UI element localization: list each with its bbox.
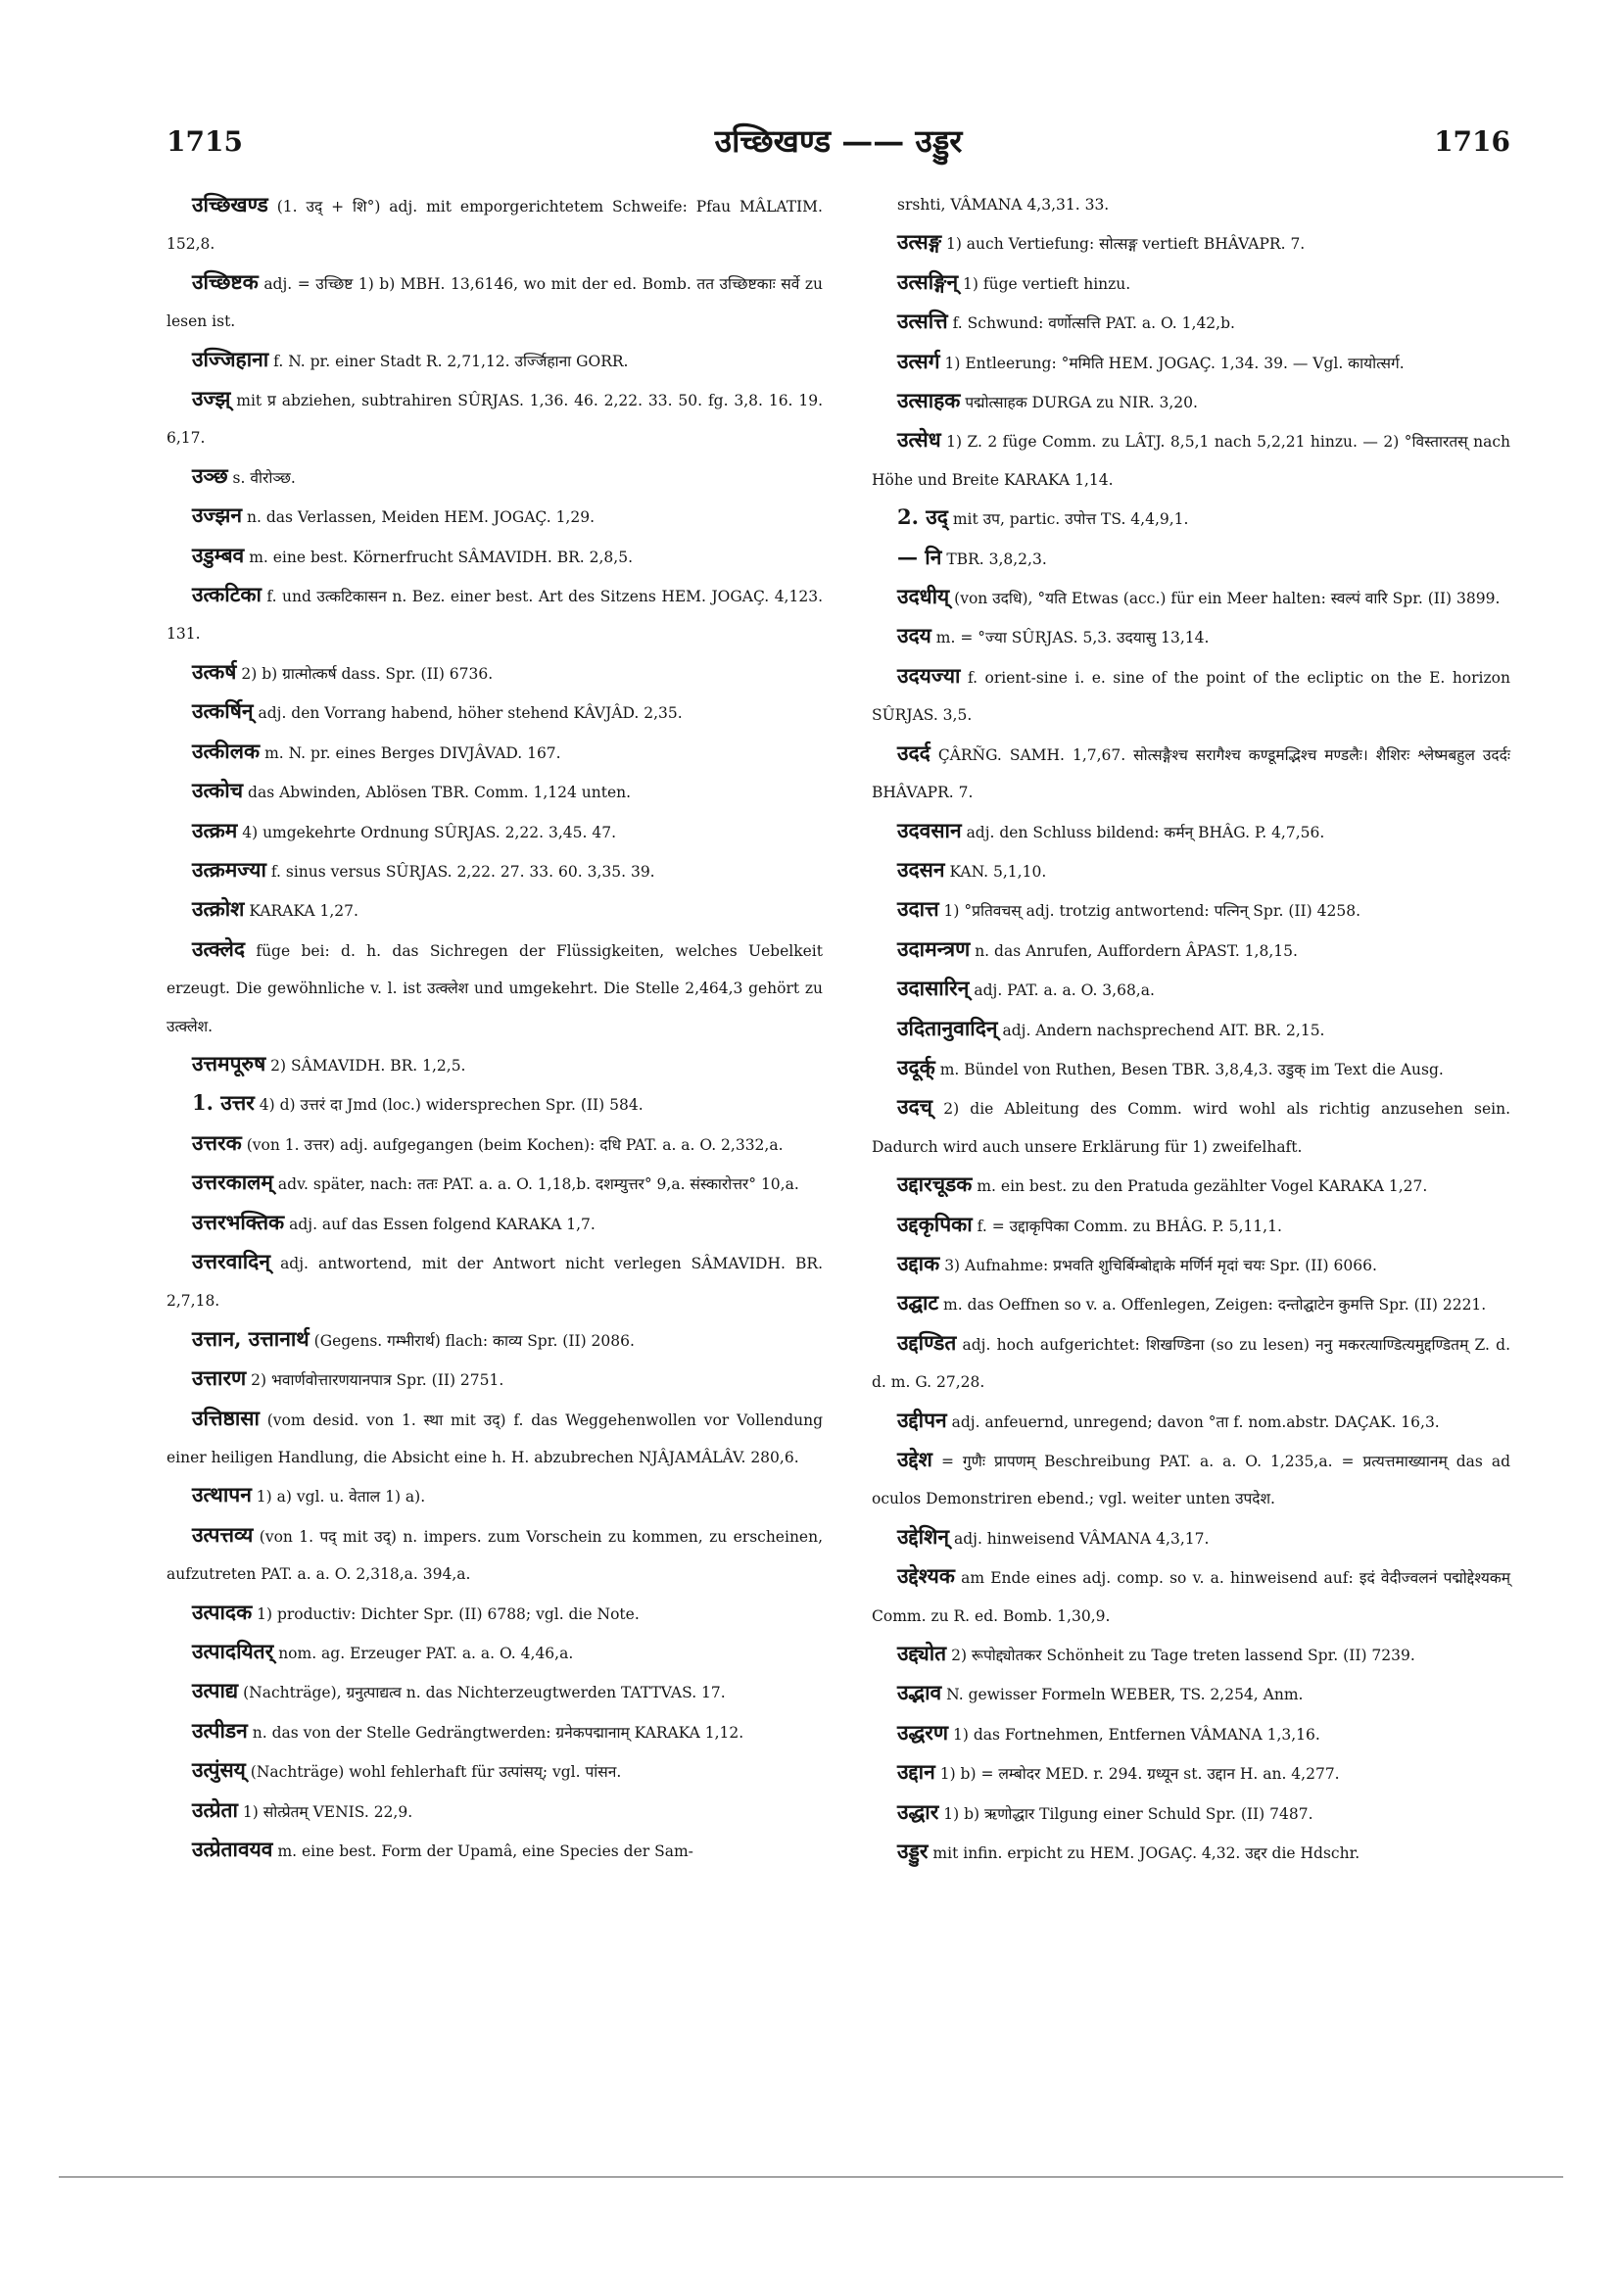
dictionary-entry bbox=[167, 497, 823, 536]
entry-text: m. N. pr. eines Berges DIVJÂVAD. 167. bbox=[264, 743, 561, 762]
entry-text: (von उदधि), °यति Etwas (acc.) für ein Meer halten: स्वल्पं वारि Spr. (II) 3899. bbox=[954, 590, 1501, 608]
entry-text: 1) b) ऋणोद्धार Tilgung einer Schuld Spr. (II) 7487. bbox=[943, 1804, 1313, 1823]
entry-headword: उत्कर्ष bbox=[192, 658, 237, 684]
entry-text: adj. auf das Essen folgend KARAKA 1,7. bbox=[289, 1215, 596, 1233]
entry-headword: उत्पुंसय् bbox=[192, 1757, 246, 1783]
entry-headword: उज्जिहाना bbox=[192, 346, 269, 371]
entry-headword: उद्दण्डित bbox=[897, 1329, 957, 1355]
entry-headword: उत्प्रेतावयव bbox=[192, 1837, 273, 1862]
left-column bbox=[167, 186, 823, 1870]
entry-text: 1) a) vgl. u. वेताल 1) a). bbox=[256, 1488, 426, 1507]
dictionary-entry bbox=[167, 1672, 823, 1711]
entry-text: srshti, VÂMANA 4,3,31. 33. bbox=[897, 196, 1110, 214]
dictionary-entry bbox=[167, 380, 823, 457]
entry-headword: उदयज्या bbox=[897, 662, 961, 688]
entry-headword: उद्दकृपिका bbox=[897, 1211, 973, 1236]
entry-headword: उड्डुर bbox=[897, 1839, 929, 1864]
entry-text: adj. den Schluss bildend: कर्मन् BHÂG. P. 4,7,56. bbox=[966, 823, 1325, 841]
page-header bbox=[167, 122, 1510, 174]
dictionary-entry bbox=[872, 931, 1510, 970]
entry-text: adj. = उच्छिष्ट 1) b) MBH. 13,6146, wo mit der ed. Bomb. तत उच्छिष्टकाः सर्वे zu lesen ist. bbox=[167, 274, 823, 331]
dictionary-entry bbox=[167, 812, 823, 851]
dictionary-entry bbox=[167, 1045, 823, 1084]
dictionary-entry bbox=[872, 186, 1510, 223]
dictionary-entry bbox=[872, 1441, 1510, 1518]
entry-text: f. orient-sine i. e. sine of the point of the ecliptic on the E. horizon SÛRJAS. 3,5. bbox=[872, 668, 1510, 725]
dictionary-entry bbox=[872, 382, 1510, 421]
dictionary-entry bbox=[872, 1635, 1510, 1674]
entry-text: adj. hinweisend VÂMANA 4,3,17. bbox=[953, 1529, 1210, 1548]
entry-text: m. ein best. zu den Pratuda gezählter Vogel KARAKA 1,27. bbox=[977, 1177, 1428, 1196]
dictionary-entry bbox=[872, 223, 1510, 263]
dictionary-entry bbox=[167, 1831, 823, 1870]
entry-headword: 1. उत्तर bbox=[192, 1090, 255, 1116]
entry-text: füge bei: d. h. das Sichregen der Flüssigkeiten, welches Uebelkeit erzeugt. Die gewöhnliche v. l. ist उत्क्लेश und umgekehrt. Die Stelle 2,464,3 gehört zu उत्क्लेश. bbox=[167, 941, 823, 1035]
entry-text: (Nachträge) wohl fehlerhaft für उत्पांसय्; vgl. पांसन. bbox=[250, 1763, 622, 1782]
entry-headword: उदवसान bbox=[897, 817, 962, 842]
entry-text: f. sinus versus SÛRJAS. 2,22. 27. 33. 60. 3,35. 39. bbox=[270, 862, 655, 881]
entry-headword: — नि bbox=[897, 544, 942, 569]
dictionary-entry bbox=[872, 657, 1510, 735]
entry-text: ÇÂRÑG. SAMH. 1,7,67. सोत्सङ्गैश्च सरागैश्च कण्डूमद्भिश्च मण्डलैः। शैशिरः श्लेष्मबहुल उदर्दः BHÂVAPR. 7. bbox=[872, 745, 1510, 802]
dictionary-entry bbox=[872, 1166, 1510, 1205]
entry-text: 4) d) उत्तरं दा Jmd (loc.) widersprechen Spr. (II) 584. bbox=[259, 1096, 644, 1115]
entry-text: 2) die Ableitung des Comm. wird wohl als richtig anzusehen sein. Dadurch wird auch unsere Erklärung für 1) zweifelhaft. bbox=[872, 1100, 1510, 1156]
entry-headword: उत्तरभक्तिक bbox=[192, 1209, 285, 1234]
dictionary-entry bbox=[872, 1833, 1510, 1872]
dictionary-entry bbox=[872, 343, 1510, 382]
dictionary-entry bbox=[167, 733, 823, 772]
entry-text: adj. den Vorrang habend, höher stehend KÂVJÂD. 2,35. bbox=[258, 704, 683, 723]
dictionary-entry bbox=[872, 851, 1510, 890]
dictionary-entry bbox=[872, 1518, 1510, 1557]
dictionary-entry bbox=[167, 1594, 823, 1633]
entry-headword: उत्पादयितर् bbox=[192, 1639, 274, 1664]
dictionary-entry bbox=[872, 1402, 1510, 1441]
entry-text: m. eine best. Körnerfrucht SÂMAVIDH. BR. 2,8,5. bbox=[249, 548, 634, 566]
entry-headword: उत्कर्षिन् bbox=[192, 698, 254, 724]
entry-headword: उदच् bbox=[897, 1094, 932, 1120]
entry-headword: उज्झ् bbox=[192, 386, 231, 411]
dictionary-entry bbox=[872, 890, 1510, 930]
dictionary-entry bbox=[167, 537, 823, 576]
dictionary-entry bbox=[167, 1320, 823, 1360]
dictionary-entry bbox=[872, 263, 1510, 303]
dictionary-entry bbox=[872, 1088, 1510, 1166]
entry-text: adj. anfeuernd, unregend; davon °ता f. nom.abstr. DAÇAK. 16,3. bbox=[951, 1412, 1440, 1431]
entry-text: adj. PAT. a. a. O. 3,68,a. bbox=[974, 981, 1155, 1000]
entry-text: TBR. 3,8,2,3. bbox=[946, 550, 1047, 568]
entry-text: (1. उद् + शि°) adj. mit emporgerichtetem Schweife: Pfau MÂLATIM. 152,8. bbox=[167, 198, 823, 254]
dictionary-entry bbox=[872, 499, 1510, 538]
dictionary-entry bbox=[872, 578, 1510, 617]
right-column bbox=[872, 186, 1510, 1872]
entry-headword: उत्क्लेद bbox=[192, 935, 246, 961]
dictionary-entry bbox=[872, 812, 1510, 851]
entry-headword: उत्क्रम bbox=[192, 817, 238, 842]
entry-text: (Nachträge), ग्रनुत्पाद्यत्व n. das Nichterzeugtwerden TATTVAS. 17. bbox=[243, 1684, 726, 1702]
entry-text: 4) umgekehrte Ordnung SÛRJAS. 2,22. 3,45. 47. bbox=[242, 823, 617, 841]
page-number-left: 1715 bbox=[167, 125, 243, 158]
entry-headword: उद्देश bbox=[897, 1447, 932, 1471]
entry-headword: उदसन bbox=[897, 856, 945, 882]
entry-text: N. gewisser Formeln WEBER, TS. 2,254, Anm. bbox=[946, 1686, 1304, 1704]
entry-headword: उञ्छ bbox=[192, 462, 228, 488]
entry-text: n. das von der Stelle Gedrängtwerden: ग्रनेकपद्मानाम् KARAKA 1,12. bbox=[252, 1723, 744, 1742]
entry-headword: उत्पीडन bbox=[192, 1717, 248, 1743]
entry-headword: उद्देश्यक bbox=[897, 1563, 955, 1589]
entry-text: 1) Z. 2 füge Comm. zu LÂTJ. 8,5,1 nach 5,2,21 hinzu. — 2) °विस्तारतस् nach Höhe und Breite KARAKA 1,14. bbox=[872, 433, 1510, 489]
entry-text: mit प्र abziehen, subtrahiren SÛRJAS. 1,36. 46. 2,22. 33. 50. fg. 3,8. 16. 19. 6,17. bbox=[167, 392, 823, 448]
dictionary-entry bbox=[167, 186, 823, 263]
entry-headword: उत्तारण bbox=[192, 1365, 247, 1391]
dictionary-entry bbox=[167, 693, 823, 732]
entry-headword: उदात्त bbox=[897, 896, 939, 922]
entry-text: 2) रूपोद्द्योतकर Schönheit zu Tage treten lassend Spr. (II) 7239. bbox=[951, 1647, 1415, 1665]
entry-text: (Gegens. गम्भीरार्थ) flach: काव्य Spr. (II) 2086. bbox=[313, 1331, 635, 1350]
entry-headword: उदय bbox=[897, 623, 931, 648]
entry-text: s. वीरोञ्छ. bbox=[232, 468, 296, 487]
dictionary-entry bbox=[872, 1324, 1510, 1402]
entry-headword: उत्थापन bbox=[192, 1482, 252, 1507]
dictionary-entry bbox=[167, 1084, 823, 1124]
dictionary-entry bbox=[167, 1243, 823, 1320]
entry-headword: उदर्द bbox=[897, 740, 930, 765]
entry-text: m. Bündel von Ruthen, Besen TBR. 3,8,4,3. उडुक् im Text die Ausg. bbox=[939, 1060, 1444, 1078]
entry-text: das Abwinden, Ablösen TBR. Comm. 1,124 unten. bbox=[248, 784, 632, 802]
entry-headword: उद्भाव bbox=[897, 1680, 942, 1705]
entry-headword: उच्छिखण्ड bbox=[192, 192, 268, 216]
entry-headword: उत्कीलक bbox=[192, 738, 261, 763]
dictionary-entry bbox=[872, 1794, 1510, 1833]
entry-text: mit उप, partic. उपोत्त TS. 4,4,9,1. bbox=[952, 510, 1189, 529]
dictionary-entry bbox=[872, 1284, 1510, 1323]
entry-text: nom. ag. Erzeuger PAT. a. a. O. 4,46,a. bbox=[278, 1645, 574, 1663]
dictionary-entry bbox=[167, 1633, 823, 1672]
entry-headword: उज्झन bbox=[192, 502, 243, 528]
entry-text: f. = उद्दाकृपिका Comm. zu BHÂG. P. 5,11,1. bbox=[977, 1217, 1282, 1235]
dictionary-entry bbox=[167, 1360, 823, 1399]
entry-headword: उद्धरण bbox=[897, 1719, 949, 1745]
dictionary-entry bbox=[872, 1010, 1510, 1049]
dictionary-entry bbox=[167, 890, 823, 930]
entry-text: f. Schwund: वर्णोत्सत्ति PAT. a. O. 1,42,b. bbox=[952, 314, 1235, 333]
entry-headword: उत्क्रोश bbox=[192, 896, 245, 922]
entry-text: adv. später, nach: ततः PAT. a. a. O. 1,18,b. दशम्युत्तर° 9,a. संस्कारोत्तर° 10,a. bbox=[277, 1175, 799, 1194]
page-number-right: 1716 bbox=[1434, 125, 1510, 158]
entry-headword: उत्सत्ति bbox=[897, 309, 948, 334]
running-title: उच्छिखण्ड —— उड्डुर bbox=[714, 122, 963, 160]
entry-headword: उत्सङ्ग bbox=[897, 229, 942, 255]
entry-text: mit infin. erpicht zu HEM. JOGAÇ. 4,32. उद्दर die Hdschr. bbox=[932, 1844, 1360, 1863]
entry-text: KARAKA 1,27. bbox=[249, 902, 358, 921]
entry-headword: उच्छिष्टक bbox=[192, 268, 259, 294]
entry-headword: उत्पाद्य bbox=[192, 1678, 239, 1703]
entry-headword: उद्द्योत bbox=[897, 1641, 947, 1666]
entry-text: 3) Aufnahme: प्रभवति शुचिर्बिम्बोद्दाके मर्णिर्न मृदां चयः Spr. (II) 6066. bbox=[944, 1256, 1377, 1274]
entry-text: n. das Anrufen, Auffordern ÂPAST. 1,8,15. bbox=[975, 941, 1298, 960]
dictionary-entry bbox=[167, 772, 823, 811]
entry-text: (von 1. उत्तर) adj. aufgegangen (beim Kochen): दधि PAT. a. a. O. 2,332,a. bbox=[246, 1135, 784, 1154]
dictionary-entry bbox=[872, 303, 1510, 342]
dictionary-entry bbox=[167, 1712, 823, 1751]
dictionary-entry bbox=[872, 617, 1510, 656]
entry-headword: उद्दाक bbox=[897, 1250, 940, 1275]
dictionary-entry bbox=[167, 1751, 823, 1791]
dictionary-entry bbox=[872, 1753, 1510, 1793]
dictionary-entry bbox=[167, 1792, 823, 1831]
dictionary-entry bbox=[167, 1516, 823, 1594]
entry-headword: उडुम्बव bbox=[192, 542, 245, 567]
dictionary-entry bbox=[872, 1557, 1510, 1635]
entry-headword: उत्सङ्गिन् bbox=[897, 268, 959, 294]
entry-text: 2) भवार्णवोत्तारणयानपात्र Spr. (II) 2751. bbox=[251, 1371, 504, 1390]
entry-headword: उद्दीपन bbox=[897, 1407, 947, 1432]
entry-headword: उत्पादक bbox=[192, 1599, 253, 1624]
entry-text: 1) füge vertieft hinzu. bbox=[963, 274, 1131, 293]
dictionary-entry bbox=[167, 851, 823, 890]
entry-headword: उदामन्त्रण bbox=[897, 935, 971, 961]
entry-text: 2) SÂMAVIDH. BR. 1,2,5. bbox=[270, 1056, 466, 1075]
dictionary-entry bbox=[872, 1206, 1510, 1245]
entry-text: = गुणैः प्रापणम् Beschreibung PAT. a. a. O. 1,235,a. = प्रत्यत्तमाख्यानम् das ad oculos Demonstriren ebend.; vgl. weiter unten उपदेश. bbox=[872, 1453, 1510, 1508]
entry-text: m. das Oeffnen so v. a. Offenlegen, Zeigen: दन्तोद्घाटेन कुमत्ति Spr. (II) 2221. bbox=[943, 1296, 1487, 1315]
entry-text: 1) das Fortnehmen, Entfernen VÂMANA 1,3,16. bbox=[953, 1725, 1320, 1744]
entry-headword: उद्दारचूडक bbox=[897, 1172, 973, 1197]
entry-headword: उदधीय् bbox=[897, 584, 950, 609]
entry-headword: उद्घाट bbox=[897, 1290, 939, 1315]
entry-text: am Ende eines adj. comp. so v. a. hinweisend auf: इदं वेदीज्वलनं पद्मोद्देश्यकम् Comm. zu R. ed. Bomb. 1,30,9. bbox=[872, 1569, 1510, 1625]
entry-headword: उत्कोच bbox=[192, 778, 244, 803]
entry-headword: उत्सर्ग bbox=[897, 348, 940, 373]
entry-headword: उत्प्रेता bbox=[192, 1796, 238, 1822]
entry-headword: उत्तरवादिन् bbox=[192, 1248, 270, 1273]
entry-text: adj. antwortend, mit der Antwort nicht verlegen SÂMAVIDH. BR. 2,7,18. bbox=[167, 1254, 823, 1311]
dictionary-entry bbox=[872, 1049, 1510, 1088]
dictionary-entry bbox=[872, 1245, 1510, 1284]
entry-text: m. eine best. Form der Upamâ, eine Species der Sam- bbox=[277, 1842, 693, 1861]
entry-headword: उत्तान, उत्तानार्थ bbox=[192, 1325, 310, 1351]
entry-headword: उत्तिष्ठासा bbox=[192, 1405, 260, 1430]
bottom-rule bbox=[59, 2176, 1563, 2177]
entry-text: पद्मोत्साहक DURGA zu NIR. 3,20. bbox=[965, 394, 1198, 412]
entry-text: (von 1. पद् mit उद्) n. impers. zum Vorschein zu kommen, zu erscheinen, aufzutreten PAT. a. a. O. 2,318,a. 394,a. bbox=[167, 1527, 824, 1584]
dictionary-entry bbox=[872, 1674, 1510, 1713]
entry-text: 2) b) ग्रात्मोत्कर्ष dass. Spr. (II) 6736. bbox=[241, 664, 494, 683]
dictionary-entry bbox=[872, 735, 1510, 812]
dictionary-entry bbox=[167, 341, 823, 380]
entry-text: 1) सोत्प्रेतम् VENIS. 22,9. bbox=[242, 1802, 413, 1821]
entry-headword: उत्सेध bbox=[897, 427, 941, 453]
dictionary-entry bbox=[167, 931, 823, 1045]
entry-text: KAN. 5,1,10. bbox=[949, 862, 1047, 881]
entry-text: 1) productiv: Dichter Spr. (II) 6788; vgl. die Note. bbox=[257, 1604, 640, 1623]
dictionary-entry bbox=[872, 421, 1510, 499]
entry-text: m. = °ज्या SÛRJAS. 5,3. उदयासु 13,14. bbox=[935, 629, 1210, 647]
entry-headword: उत्तरकालम् bbox=[192, 1170, 273, 1195]
entry-headword: उद्धार bbox=[897, 1798, 939, 1824]
entry-text: (vom desid. von 1. स्था mit उद्) f. das Weggehenwollen vor Vollendung einer heiligen Handlung, die Absicht eine h. H. abzubrechen NJÂJAMÂLÂV. 280,6. bbox=[167, 1411, 823, 1466]
entry-headword: उदासारिन् bbox=[897, 976, 970, 1001]
entry-text: 1) Entleerung: °ममिति HEM. JOGAÇ. 1,34. 39. — Vgl. कायोत्सर्ग. bbox=[944, 354, 1405, 372]
entry-headword: उत्पत्तव्य bbox=[192, 1521, 254, 1547]
dictionary-entry bbox=[167, 457, 823, 497]
entry-headword: उत्तमपूरुष bbox=[192, 1050, 266, 1076]
entry-text: 1) auch Vertiefung: सोत्सङ्ग vertieft BHÂVAPR. 7. bbox=[945, 235, 1306, 254]
dictionary-entry bbox=[167, 1476, 823, 1515]
dictionary-entry bbox=[167, 1204, 823, 1243]
dictionary-entry bbox=[167, 263, 823, 341]
entry-headword: उद्देशिन् bbox=[897, 1523, 950, 1549]
dictionary-entry bbox=[167, 1400, 823, 1477]
entry-text: 1) °प्रतिवचस् adj. trotzig antwortend: पत्निन् Spr. (II) 4258. bbox=[943, 902, 1361, 921]
entry-headword: उत्तरक bbox=[192, 1129, 242, 1155]
entry-text: n. das Verlassen, Meiden HEM. JOGAÇ. 1,29. bbox=[247, 508, 596, 527]
entry-text: f. und उत्कटिकासन n. Bez. einer best. Art des Sitzens HEM. JOGAÇ. 4,123. 131. bbox=[167, 588, 823, 644]
dictionary-entry bbox=[167, 1124, 823, 1164]
dictionary-entry bbox=[872, 970, 1510, 1009]
entry-headword: उदूर्क् bbox=[897, 1054, 935, 1079]
dictionary-entry bbox=[872, 1714, 1510, 1753]
entry-text: adj. Andern nachsprechend AIT. BR. 2,15. bbox=[1002, 1021, 1325, 1039]
entry-text: f. N. pr. einer Stadt R. 2,71,12. उर्ज्जिहाना GORR. bbox=[273, 352, 629, 370]
dictionary-entry bbox=[167, 1164, 823, 1203]
entry-text: adj. hoch aufgerichtet: शिखण्डिना (so zu lesen) ननु मकरत्याण्डित्यमुद्दण्डितम् Z. d. d. m. G. 27,28. bbox=[872, 1335, 1510, 1392]
dictionary-entry bbox=[167, 653, 823, 693]
dictionary-entry bbox=[872, 539, 1510, 578]
dictionary-entry bbox=[167, 576, 823, 653]
entry-headword: उदितानुवादिन् bbox=[897, 1015, 998, 1040]
entry-headword: उद्दान bbox=[897, 1759, 935, 1785]
entry-headword: उत्क्रमज्या bbox=[192, 856, 266, 882]
entry-text: 1) b) = लम्बोदर MED. r. 294. ग्रध्यून st. उद्दान H. an. 4,277. bbox=[939, 1765, 1340, 1784]
entry-headword: उत्कटिका bbox=[192, 582, 262, 607]
entry-headword: 2. उद् bbox=[897, 504, 948, 530]
entry-headword: उत्साहक bbox=[897, 388, 961, 413]
